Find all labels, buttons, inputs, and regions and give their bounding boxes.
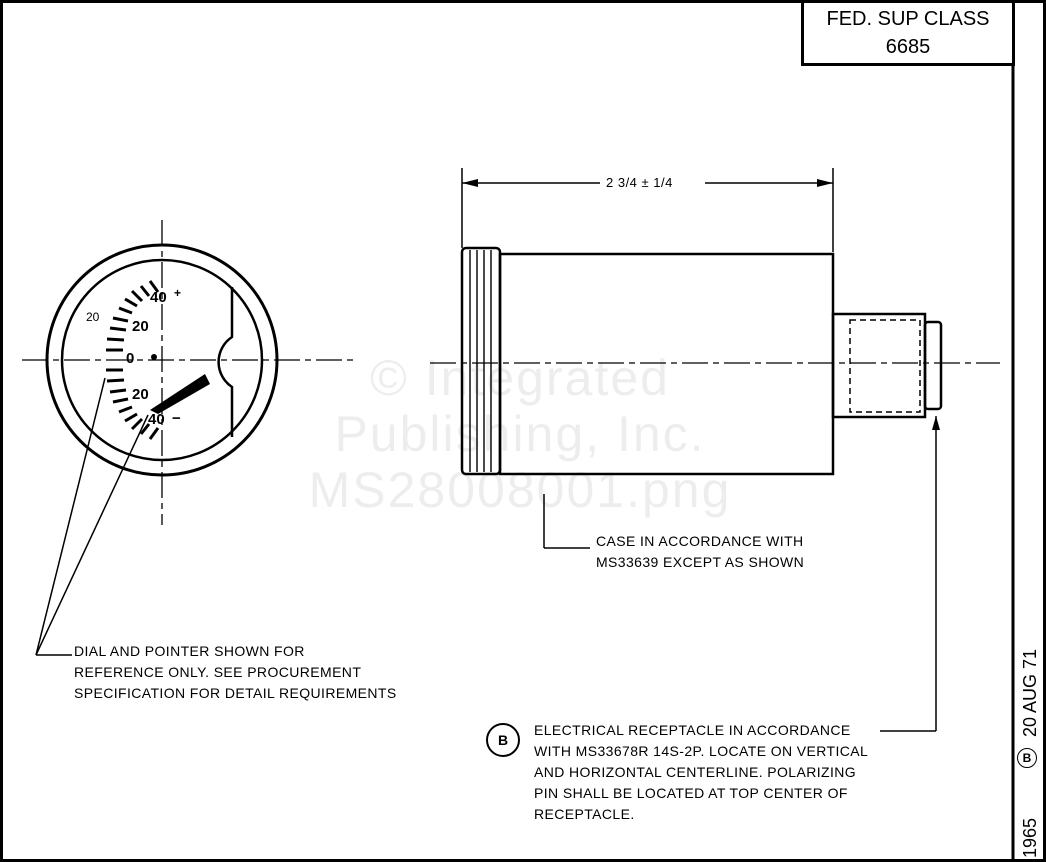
receptacle-note-line-5: RECEPTACLE.: [534, 806, 635, 822]
dial-label-20-lower: 20: [132, 386, 149, 403]
case-note: [596, 531, 804, 573]
case-note-line-1: CASE IN ACCORDANCE WITH: [596, 533, 804, 549]
dial-label-40-bottom: 40: [148, 411, 165, 428]
receptacle-note: [534, 720, 868, 825]
watermark: [210, 350, 830, 518]
revision-marker-b: [1017, 748, 1037, 768]
dial-note-line-2: REFERENCE ONLY. SEE PROCUREMENT: [74, 664, 362, 680]
revision-year: 1965: [1020, 817, 1040, 858]
revision-marker-label: B: [1022, 751, 1032, 765]
dial-label-plus: +: [174, 286, 182, 300]
receptacle-note-marker-label: B: [497, 732, 509, 748]
dial-note-line-3: SPECIFICATION FOR DETAIL REQUIREMENTS: [74, 685, 397, 701]
receptacle-note-line-3: AND HORIZONTAL CENTERLINE. POLARIZING: [534, 764, 857, 780]
receptacle-note-line-4: PIN SHALL BE LOCATED AT TOP CENTER OF: [534, 785, 848, 801]
dial-label-20-upper: 20: [132, 318, 149, 335]
fed-sup-class-number: 6685: [885, 36, 931, 58]
receptacle-note-marker: [486, 723, 520, 757]
dial-label-minus: −: [172, 410, 181, 427]
dial-label-0: 0: [126, 350, 135, 367]
watermark-line-2: Publishing, Inc.: [334, 406, 706, 462]
dial-label-20-outer: 20: [86, 310, 100, 324]
watermark-line-3: MS28008001.png: [308, 462, 732, 518]
overall-length-dimension: 2 3/4 ± 1/4: [606, 175, 673, 190]
watermark-line-1: © Integrated: [370, 350, 670, 406]
case-note-line-2: MS33639 EXCEPT AS SHOWN: [596, 554, 805, 570]
revision-strip: [1012, 0, 1046, 862]
dial-note-line-1: DIAL AND POINTER SHOWN FOR: [74, 643, 305, 659]
receptacle-note-line-2: WITH MS33678R 14S-2P. LOCATE ON VERTICAL: [534, 743, 869, 759]
dial-pointer: [150, 374, 210, 414]
revision-date: 20 AUG 71: [1020, 648, 1040, 737]
fed-sup-class-label: FED. SUP CLASS: [826, 8, 990, 30]
receptacle-note-line-1: ELECTRICAL RECEPTACLE IN ACCORDANCE: [534, 722, 851, 738]
fed-sup-class-block: [801, 3, 1015, 66]
dial-pointer-note: [74, 641, 397, 704]
dial-label-40-top: 40: [150, 289, 167, 306]
